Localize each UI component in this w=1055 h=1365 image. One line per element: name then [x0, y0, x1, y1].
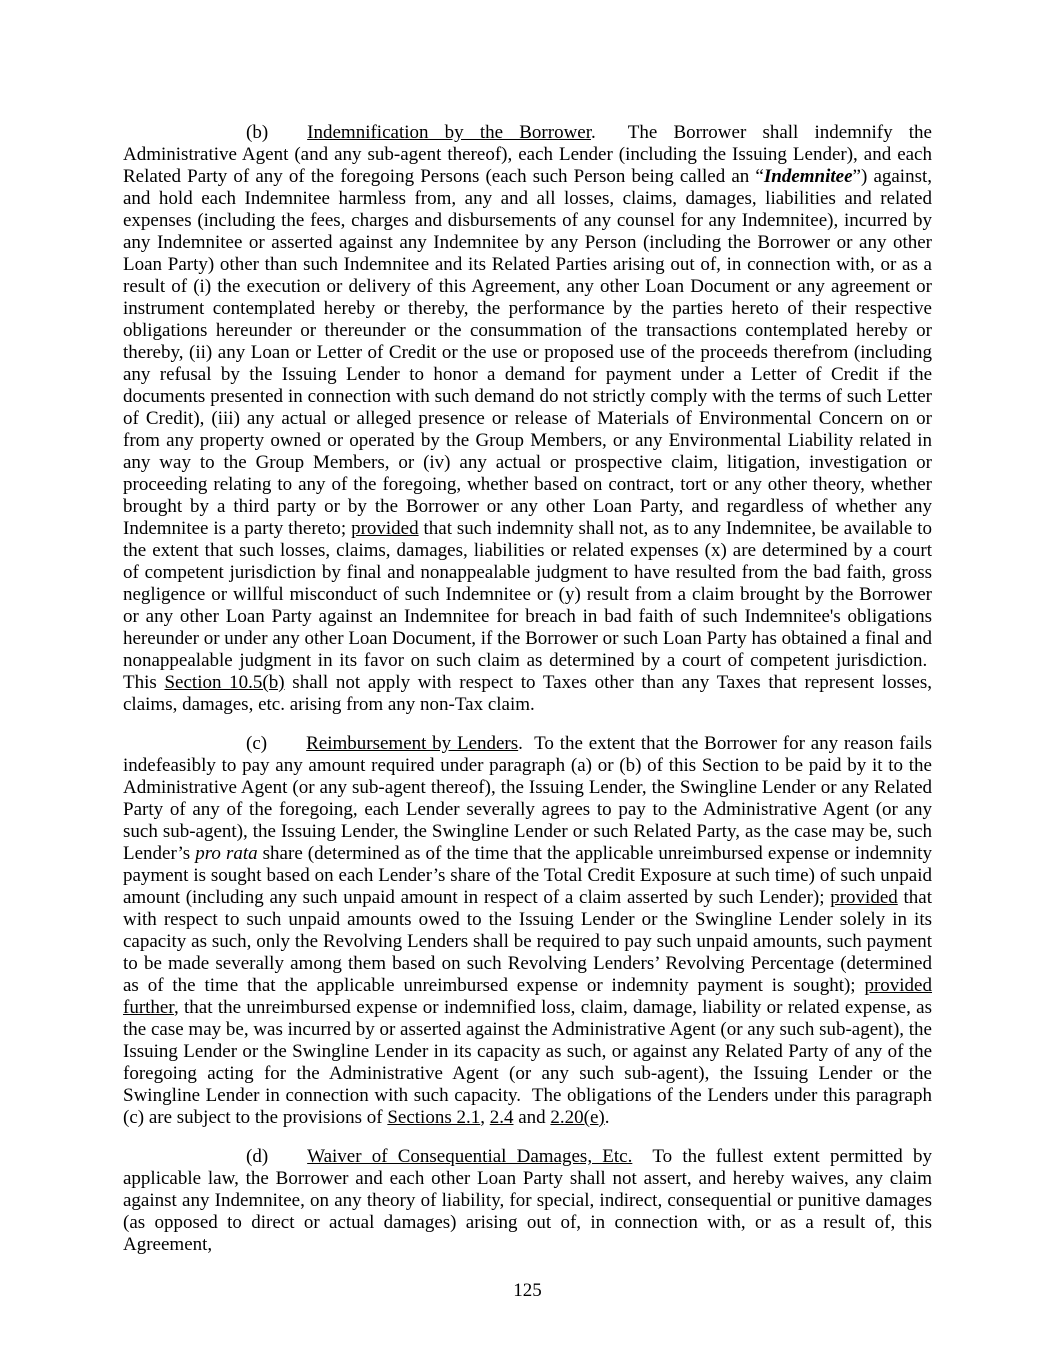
proviso-underline: provided: [864, 975, 932, 996]
section-c-body: , that the unreimbursed expense or indemnified loss, claim, damage, liability or related expense, as the case may be, was incurred by or asserted against the Administrative Agent (or any such sub-agent), the Issuing Lender or the Swingline Lender in its capacity as such, or against any Related Party of any of the foregoing acting for the Administrative Agent (or any such sub-agent), the Issuing Lender or the Swingline Lender in connection with such capacity. The obligations of the Lenders under this paragraph (c) are subject to the provisions of: [123, 997, 932, 1128]
page-number: 125: [513, 1280, 542, 1301]
section-b-body: . The Borrower shall indemnify the Administrative Agent (and any sub-agent thereof), each Lender (including the Issuing Lender), and each Related Party of any of the foregoing Persons (each such Person being called an “: [123, 122, 932, 187]
section-c-body: share (determined as of the time that the applicable unreimbursed expense or indemnity payment is sought based on each Lender’s share of the Total Credit Exposure at such time) of such unpaid amount (including any such unpaid amount in respect of a claim asserted by such Lender);: [123, 843, 932, 908]
document-body: [123, 122, 932, 1273]
proviso-underline: provided: [351, 518, 419, 539]
section-ref-2-20-e: 2.20(e): [550, 1107, 605, 1128]
proviso-further-underline: further: [123, 997, 174, 1018]
section-c-label: (c): [246, 733, 268, 754]
paragraph-c-reimbursement: [123, 733, 932, 1129]
section-c-body: . To the extent that the Borrower for any reason fails indefeasibly to pay any amount required under paragraph (a) or (b) of this Section to be paid by it to the Administrative Agent (or any sub-agent thereof), the Issuing Lender, the Swingline Lender or any Related Party of any of the foregoing, each Lender severally agrees to pay to the Administrative Agent (or any such sub-agent), the Issuing Lender, the Swingline Lender or such Related Party, as the case may be, such Lender’s: [123, 733, 932, 864]
section-b-body: that such indemnity shall not, as to any Indemnitee, be available to the extent that such losses, claims, damages, liabilities or related expenses (x) are determined by a court of competent jurisdiction by final and nonappealable judgment to have resulted from the bad faith, gross negligence or willful misconduct of such Indemnitee or (y) result from a claim brought by the Borrower or any other Loan Party against an Indemnitee for breach in bad faith of such Indemnitee's obligations hereunder or under any other Loan Document, if the Borrower or such Loan Party has obtained a final and nonappealable judgment in its favor on such claim as determined by a court of competent jurisdiction. This: [123, 518, 933, 693]
section-c-body: .: [604, 1107, 610, 1128]
section-ref-10-5-b: Section 10.5(b): [164, 672, 285, 693]
paragraph-d-waiver: [123, 1146, 932, 1256]
section-d-label: (d): [246, 1146, 269, 1167]
section-ref-2-4: 2.4: [489, 1107, 514, 1128]
section-b-label: (b): [246, 122, 269, 143]
section-c-body: ,: [480, 1107, 490, 1128]
section-ref-2-1: Sections 2.1: [387, 1107, 481, 1128]
term-pro-rata: pro rata: [195, 843, 258, 864]
section-b-body: shall not apply with respect to Taxes other than any Taxes that represent losses, claims, damages, etc. arising from any non-Tax claim.: [123, 672, 932, 715]
section-b-heading: Indemnification by the Borrower: [307, 122, 591, 143]
section-b-body: ”) against, and hold each Indemnitee harmless from, any and all losses, claims, damages, liabilities and related expenses (including the fees, charges and disbursements of any counsel for any Indemnitee), incurred by any Indemnitee or asserted against any Indemnitee by any Person (including the Borrower or any other Loan Party) other than such Indemnitee and its Related Parties arising out of, in connection with, or as a result of (i) the execution or delivery of this Agreement, any other Loan Document or any agreement or instrument contemplated hereby or thereby, the performance by the parties hereto of their respective obligations hereunder or thereunder or the consummation of the transactions contemplated hereby or thereby, (ii) any Loan or Letter of Credit or the use or proposed use of the proceeds therefrom (including any refusal by the Issuing Lender to honor a demand for payment under a Letter of Credit if the documents presented in connection with such demand do not strictly comply with the terms of such Letter of Credit), (iii) any actual or alleged presence or release of Materials of Environmental Concern on or from any property owned or operated by the Group Members, or any Environmental Liability related in any way to the Group Members, or (iv) any actual or prospective claim, litigation, investigation or proceeding relating to any of the foregoing, whether based on contract, tort or any other theory, whether brought by a third party or by the Borrower or any other Loan Party, and regardless of whether any Indemnitee is a party thereto;: [123, 166, 933, 539]
proviso-underline: provided: [830, 887, 898, 908]
section-d-body: To the fullest extent permitted by applicable law, the Borrower and each other Loan Party shall not assert, and hereby waives, any claim against any Indemnitee, on any theory of liability, for special, indirect, consequential or punitive damages (as opposed to direct or actual damages) arising out of, in connection with, or as a result of, this Agreement,: [123, 1146, 932, 1255]
section-c-body: and: [513, 1107, 551, 1128]
section-c-heading: Reimbursement by Lenders: [306, 733, 519, 754]
defined-term-indemnitee: Indemnitee: [763, 166, 853, 187]
section-d-heading: Waiver of Consequential Damages, Etc.: [307, 1146, 633, 1167]
section-c-body: that with respect to such unpaid amounts owed to the Issuing Lender or the Swingline Lender solely in its capacity as such, only the Revolving Lenders shall be required to pay such unpaid amounts, such payment to be made severally among them based on such Revolving Lenders’ Revolving Percentage (determined as of the time that the applicable unreimbursed expense or indemnity payment is sought);: [123, 887, 932, 996]
paragraph-b-indemnification: [123, 122, 932, 716]
